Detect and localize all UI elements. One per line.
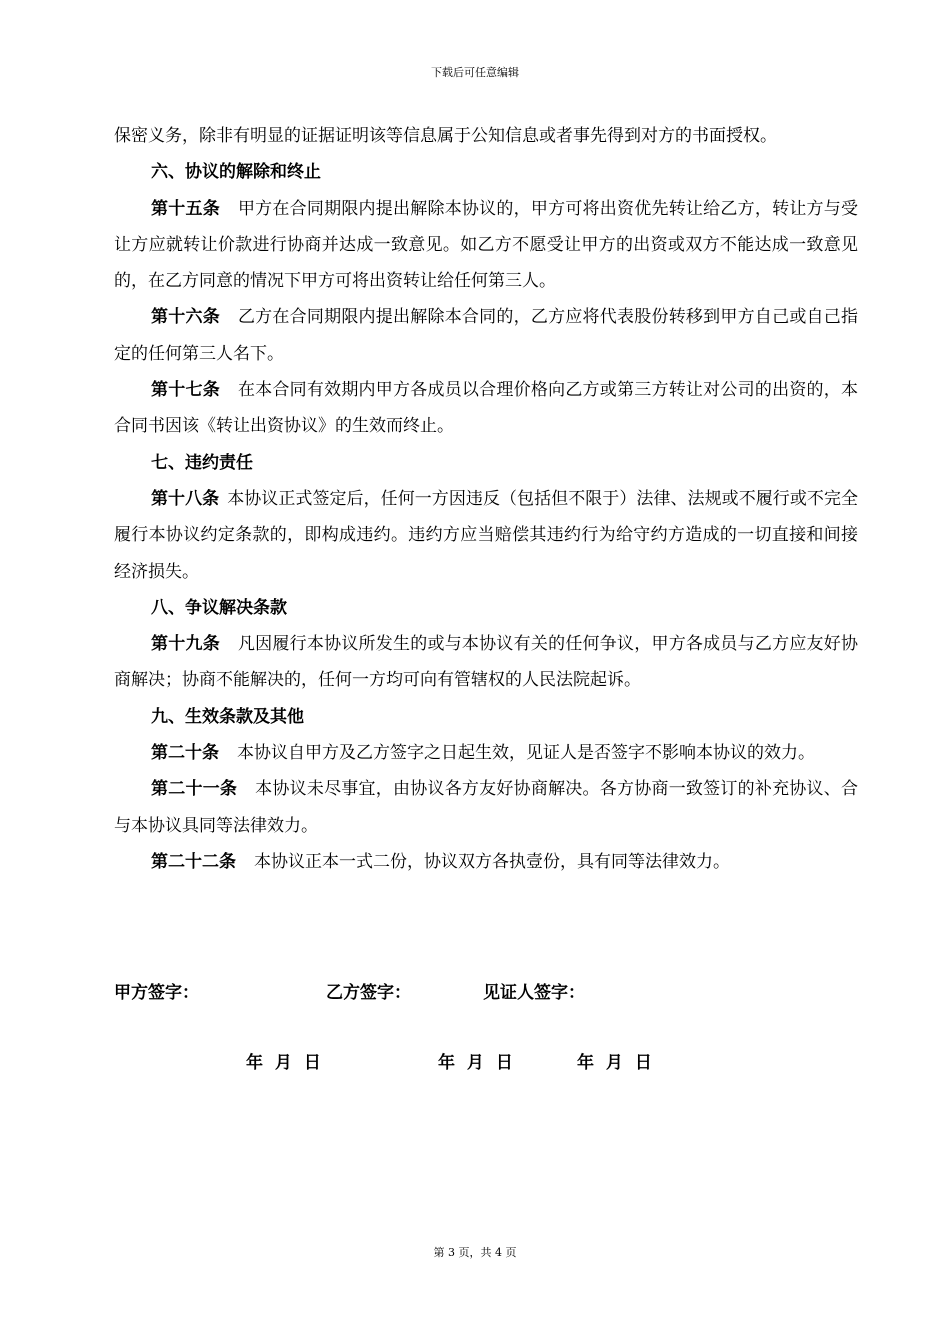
article-17-text: 在本合同有效期内甲方各成员以合理价格向乙方或第三方转让对公司的出资的，本合同书因该《转让出资协议》的生效而终止。 [114, 380, 859, 437]
page-number-footer: 第 3 页，共 4 页 [433, 1246, 517, 1259]
party-a-date: 年 月 日 [246, 1053, 321, 1073]
section-heading-termination: 六、协议的解除和终止 [151, 162, 321, 183]
article-18-label: 第十八条 [151, 488, 220, 509]
article-15 [114, 191, 858, 300]
article-15-label: 第十五条 [151, 198, 220, 219]
section-heading-effectiveness: 九、生效条款及其他 [151, 706, 304, 727]
article-22-text: 本协议正本一式二份，协议双方各执壹份，具有同等法律效力。 [254, 851, 730, 872]
article-19-text: 凡因履行本协议所发生的或与本协议有关的任何争议，甲方各成员与乙方应友好协商解决；协商不能解决的，任何一方均可向有管辖权的人民法院起诉。 [114, 634, 859, 691]
witness-date: 年 月 日 [577, 1053, 652, 1073]
party-b-date: 年 月 日 [438, 1053, 513, 1073]
witness-signature-label: 见证人签字： [483, 983, 585, 1003]
article-16-text: 乙方在合同期限内提出解除本合同的，乙方应将代表股份转移到甲方自己或自己指定的任何第三人名下。 [114, 307, 859, 364]
section-heading-dispute: 八、争议解决条款 [151, 597, 287, 618]
article-20-label: 第二十条 [151, 743, 219, 764]
article-20 [114, 735, 858, 771]
article-21-label: 第二十一条 [151, 779, 238, 800]
article-16-label: 第十六条 [151, 307, 220, 328]
article-16 [114, 299, 858, 372]
article-17-label: 第十七条 [151, 380, 220, 401]
article-21-text: 本协议未尽事宜，由协议各方友好协商解决。各方协商一致签订的补充协议、合与本协议具同等法律效力。 [114, 779, 859, 836]
article-22 [114, 844, 858, 880]
article-15-text: 甲方在合同期限内提出解除本协议的，甲方可将出资优先转让给乙方，转让方与受让方应就转让价款进行协商并达成一致意见。如乙方不愿受让甲方的出资或双方不能达成一致意见的，在乙方同意的情况下甲方可将出资转让给任何第三人。 [114, 198, 859, 292]
article-19 [114, 626, 858, 699]
article-18-text: 本协议正式签定后，任何一方因违反（包括但不限于）法律、法规或不履行或不完全履行本协议约定条款的，即构成违约。违约方应当赔偿其违约行为给守约方造成的一切直接和间接经济损失。 [114, 488, 859, 582]
article-19-label: 第十九条 [151, 634, 220, 655]
paragraph-continuation: 保密义务，除非有明显的证据证明该等信息属于公知信息或者事先得到对方的书面授权。 [114, 126, 777, 146]
article-18 [114, 481, 858, 590]
article-17 [114, 372, 858, 445]
party-b-signature-label: 乙方签字： [326, 983, 411, 1003]
page-header: 下载后可任意编辑 [431, 66, 519, 79]
article-21 [114, 771, 858, 844]
article-20-text: 本协议自甲方及乙方签字之日起生效，见证人是否签字不影响本协议的效力。 [237, 743, 815, 764]
date-row [0, 1048, 950, 1074]
document-body [114, 118, 858, 880]
section-heading-liability: 七、违约责任 [151, 452, 253, 473]
signature-row [114, 978, 858, 1004]
party-a-signature-label: 甲方签字： [114, 983, 199, 1003]
article-22-label: 第二十二条 [151, 851, 236, 872]
